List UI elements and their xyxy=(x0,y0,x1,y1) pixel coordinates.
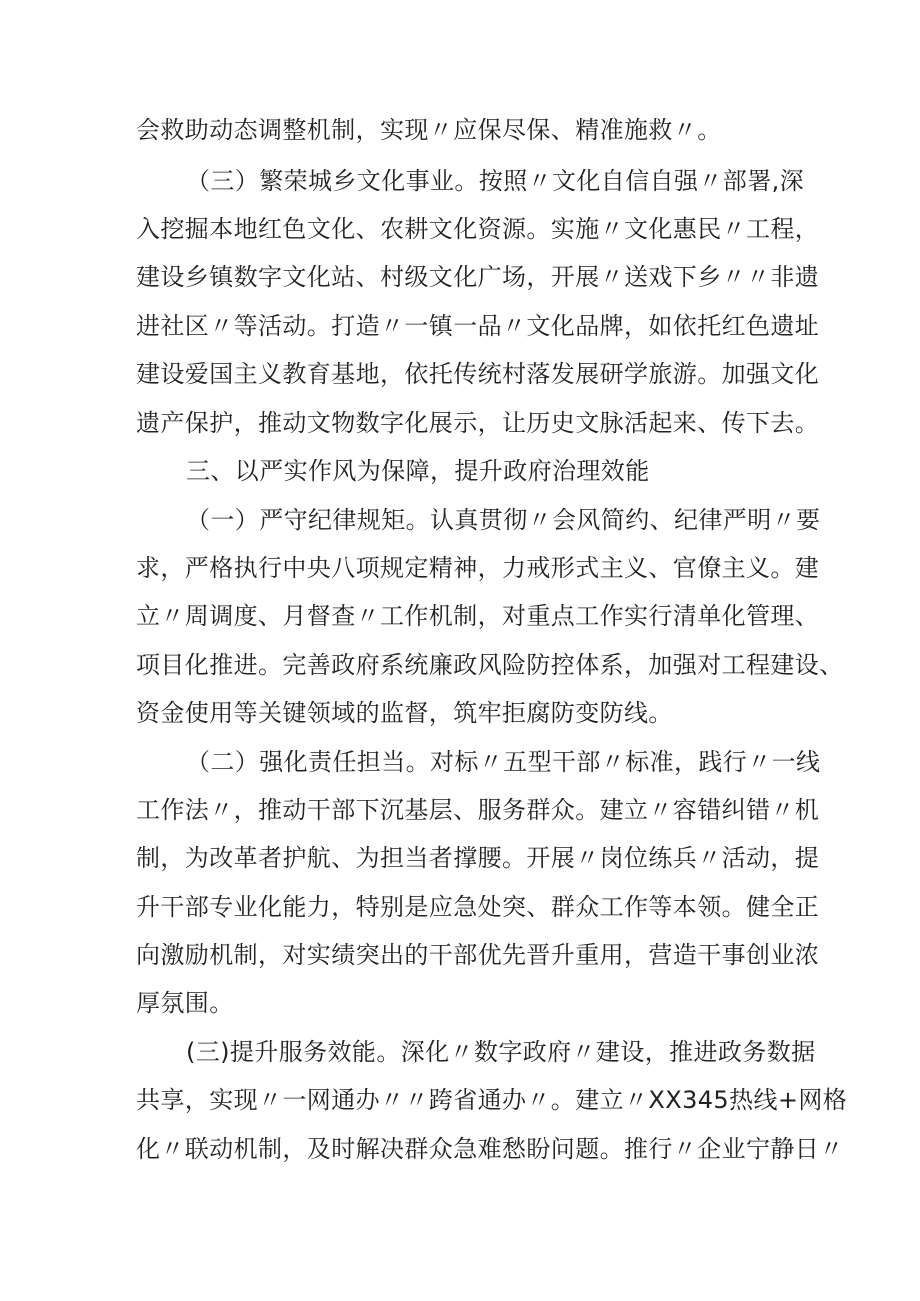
text-line-3: 入挖掘本地红色文化、农耕文化资源。实施〃文化惠民〃工程， xyxy=(136,215,820,243)
text-line-13: 资金使用等关键领域的监督，筑牢拒腐防变防线。 xyxy=(136,699,673,727)
text-line-2: （三）繁荣城乡文化事业。按照〃文化自信自强〃部署,深 xyxy=(186,167,805,195)
text-line-20: (三)提升服务效能。深化〃数字政府〃建设，推进政务数据 xyxy=(186,1038,816,1066)
section-heading: 三、以严实作风为保障，提升政府治理效能 xyxy=(186,457,650,485)
text-line-19: 厚氛围。 xyxy=(136,989,234,1017)
text-line-11: 立〃周调度、月督查〃工作机制，对重点工作实行清单化管理、 xyxy=(136,602,820,630)
text-line-1: 会救助动态调整机制，实现〃应保尽保、精准施救〃。 xyxy=(136,116,722,144)
text-line-15: 工作法〃，推动干部下沉基层、服务群众。建立〃容错纠错〃机 xyxy=(136,796,820,824)
text-line-18: 向激励机制，对实绩突出的干部优先晋升重用，营造干事创业浓 xyxy=(136,941,820,969)
text-line-10: 求，严格执行中央八项规定精神，力戒形式主义、官僚主义。建 xyxy=(136,554,820,582)
text-line-21: 共享，实现〃一网通办〃〃跨省通办〃。建立〃XX345热线+网格 xyxy=(136,1086,848,1114)
text-line-12: 项目化推进。完善政府系统廉政风险防控体系，加强对工程建设、 xyxy=(136,651,844,679)
text-line-9: （一）严守纪律规矩。认真贯彻〃会风简约、纪律严明〃要 xyxy=(186,506,821,534)
text-line-6: 建设爱国主义教育基地，依托传统村落发展研学旅游。加强文化 xyxy=(136,360,820,388)
text-line-5: 进社区〃等活动。打造〃一镇一品〃文化品牌，如依托红色遗址 xyxy=(136,312,820,340)
text-line-4: 建设乡镇数字文化站、村级文化广场，开展〃送戏下乡〃〃非遗 xyxy=(136,263,820,291)
text-line-14: （二）强化责任担当。对标〃五型干部〃标准，践行〃一线 xyxy=(186,748,821,776)
text-line-7: 遗产保护，推动文物数字化展示，让历史文脉活起来、传下去。 xyxy=(136,409,820,437)
text-line-16: 制，为改革者护航、为担当者撑腰。开展〃岗位练兵〃活动，提 xyxy=(136,844,820,872)
text-line-22: 化〃联动机制，及时解决群众急难愁盼问题。推行〃企业宁静日〃 xyxy=(136,1135,844,1163)
text-line-17: 升干部专业化能力，特别是应急处突、群众工作等本领。健全正 xyxy=(136,893,820,921)
